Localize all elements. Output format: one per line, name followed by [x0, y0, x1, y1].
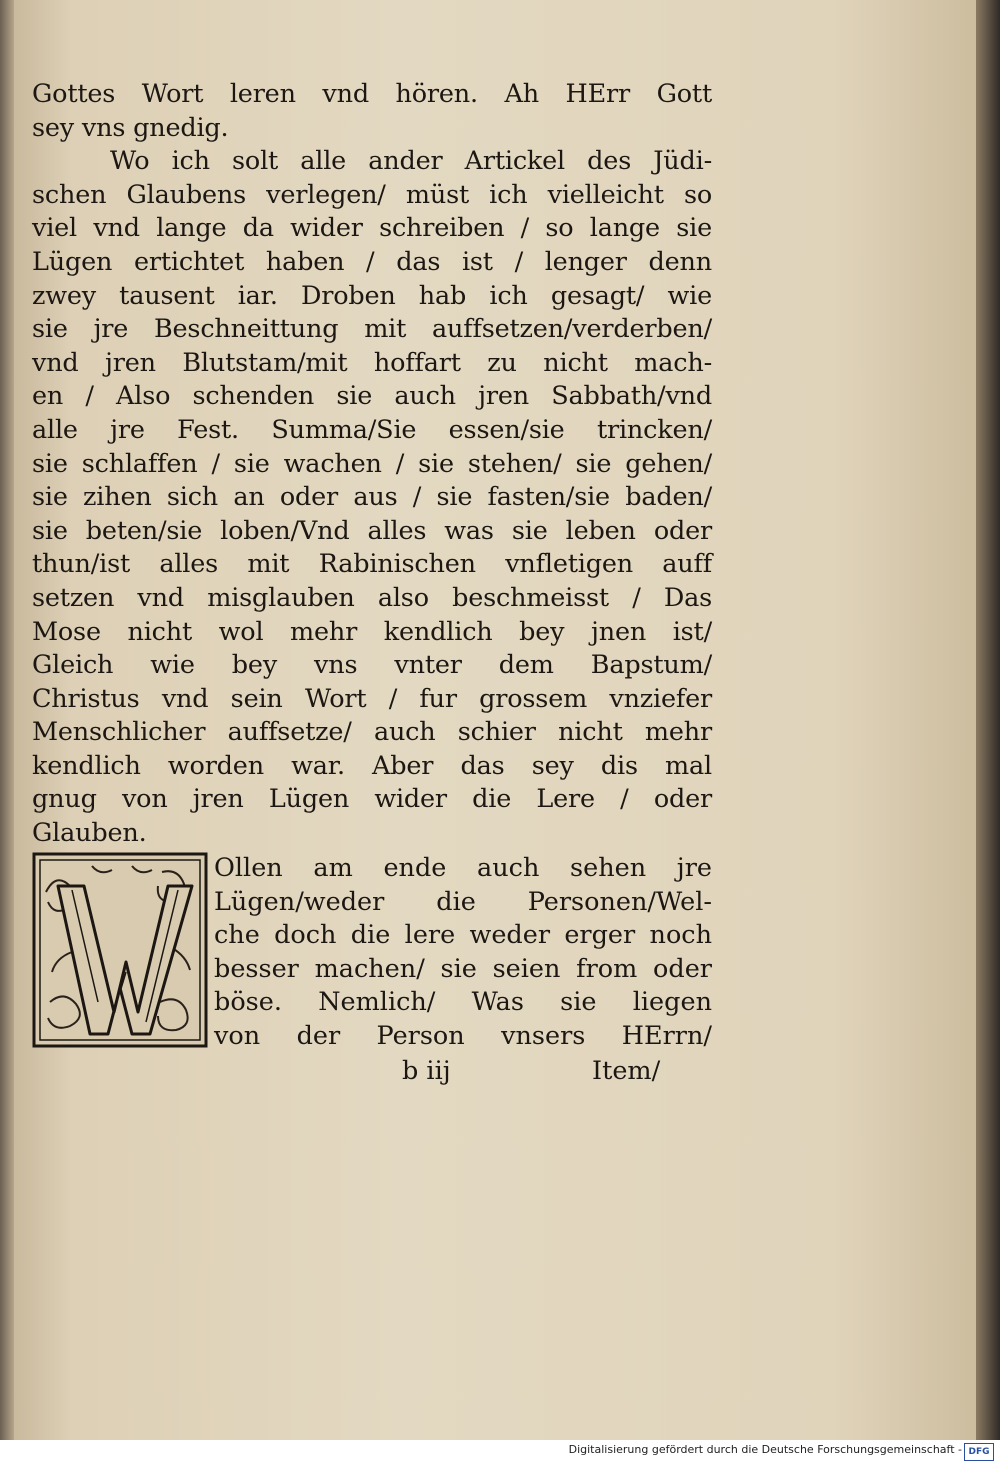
text-line: Lügen/weder die Personen/Wel- [214, 886, 712, 917]
text-line: thun/ist alles mit Rabinischen vnfletigen auff [32, 549, 712, 580]
text-line: Gleich wie bey vns vnter dem Bapstum/ [32, 650, 712, 681]
credit-bar [0, 1440, 1000, 1464]
decorated-initial-icon [32, 852, 208, 1048]
text-line: von der Person vnsers HErrn/ [214, 1020, 712, 1051]
page-footer [32, 1056, 712, 1090]
text-line: Wo ich solt alle ander Artickel des Jüdi- [110, 146, 712, 177]
text-line: alle jre Fest. Summa/Sie essen/sie trincken/ [32, 414, 712, 445]
text-line: Ollen am ende auch sehen jre [214, 853, 712, 883]
text-line: Christus vnd sein Wort / fur grossem vnziefer [32, 683, 712, 714]
funding-credit: Digitalisierung gefördert durch die Deutsche Forschungsgemeinschaft - [568, 1443, 962, 1456]
text-line: setzen vnd misglauben also beschmeisst / Das [32, 582, 712, 613]
signature-mark: b iij [402, 1056, 451, 1086]
text-line: sie jre Beschneittung mit auffsetzen/verderben/ [32, 314, 712, 345]
text-line: sie zihen sich an oder aus / sie fasten/sie baden/ [32, 482, 712, 513]
catchword: Item/ [592, 1056, 661, 1086]
text-line: Mose nicht wol mehr kendlich bey jnen ist/ [32, 616, 712, 647]
text-line: Lügen ertichtet haben / das ist / lenger denn [32, 246, 712, 277]
page-shadow-edge [976, 0, 1000, 1440]
text-line: böse. Nemlich/ Was sie liegen [214, 987, 712, 1018]
text-line: Glauben. [32, 818, 147, 849]
text-line: viel vnd lange da wider schreiben / so lange sie [32, 213, 712, 244]
text-line: en / Also schenden sie auch jren Sabbath/vnd [32, 381, 712, 412]
text-line: gnug von jren Lügen wider die Lere / oder [32, 784, 712, 815]
text-line: schen Glaubens verlegen/ müst ich vielleicht so [32, 179, 712, 210]
main-text [32, 78, 712, 851]
decorated-initial [32, 852, 208, 1048]
text-line: zwey tausent iar. Droben hab ich gesagt/ wie [32, 280, 712, 311]
text-line: vnd jren Blutstam/mit hoffart zu nicht mach- [32, 347, 712, 378]
dfg-logo-icon: DFG [964, 1443, 994, 1461]
binding-edge [0, 0, 14, 1440]
text-line: sie schlaffen / sie wachen / sie stehen/ sie gehen/ [32, 448, 712, 479]
text-line: kendlich worden war. Aber das sey dis mal [32, 750, 712, 781]
text-line: sey vns gnedig. [32, 112, 229, 143]
text-line: Gottes Wort leren vnd hören. Ah HErr Gott [32, 79, 712, 109]
text-line: che doch die lere weder erger noch [214, 920, 712, 951]
initial-paragraph [32, 852, 712, 1062]
initial-paragraph-text [214, 852, 712, 1054]
text-line: sie beten/sie loben/Vnd alles was sie leben oder [32, 515, 712, 546]
text-line: besser machen/ sie seien from oder [214, 953, 712, 984]
text-line: Menschlicher auffsetze/ auch schier nicht mehr [32, 717, 712, 748]
